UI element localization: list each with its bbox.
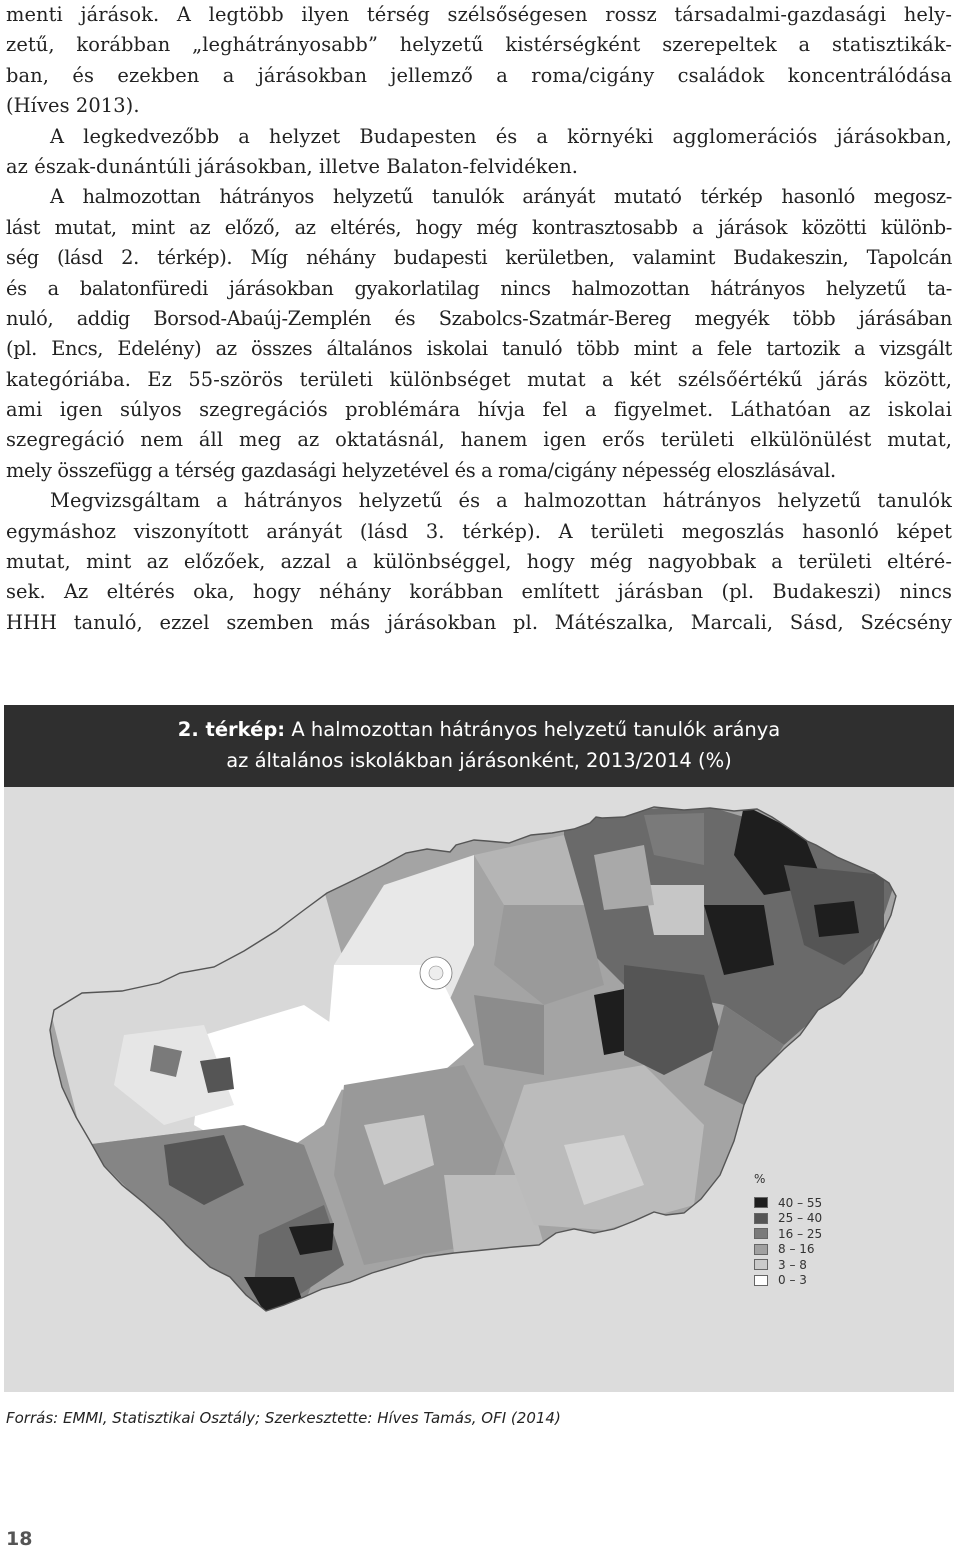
text-line: A legkedvezőbb a helyzet Budapesten és a környéki agglomerációs járásokban, (50, 124, 952, 148)
legend-item (754, 1257, 904, 1273)
legend-item (754, 1226, 904, 1242)
text-line: menti járások. A legtöbb ilyen térség szélsőségesen rossz társadalmi-gazdasági hely- (6, 3, 952, 26)
legend-label: 0 – 3 (778, 1273, 807, 1288)
map-region (474, 995, 544, 1075)
page-number: 18 (6, 1528, 33, 1550)
text-line: Megvizsgáltam a hátrányos helyzetű és a halmozottan hátrányos helyzetű tanulók (50, 489, 952, 513)
map-caption-line-2: az általános iskolákban járásonként, 2013/2014 (%) (226, 749, 732, 772)
map-caption-title: A halmozottan hátrányos helyzetű tanulók aránya (291, 718, 781, 741)
legend-swatch (754, 1228, 768, 1239)
legend-swatch (754, 1213, 768, 1224)
text-line: szegregáció nem áll meg az oktatásnál, hanem igen erős területi elkülönülést mutat, (6, 428, 952, 452)
legend-item (754, 1211, 904, 1227)
map-figure (4, 705, 954, 1392)
text-line: az észak-dunántúli járásokban, illetve Balaton-felvidéken. (6, 154, 579, 178)
body-text (6, 0, 952, 638)
legend-item (754, 1195, 904, 1211)
text-line: A halmozottan hátrányos helyzetű tanulók arányát mutató térkép hasonló megosz- (50, 185, 952, 209)
text-line: sek. Az eltérés oka, hogy néhány korábban említett járásban (pl. Budakeszi) nincs (6, 580, 952, 604)
legend-item (754, 1273, 904, 1289)
text-line: zetű, korábban „leghátrányosabb” helyzetű kistérségként szerepeltek a statisztikák- (6, 33, 952, 57)
legend-label: 8 – 16 (778, 1242, 815, 1257)
text-line: nuló, addig Borsod-Abaúj-Zemplén és Szabolcs-Szatmár-Bereg megyék több járásában (6, 306, 952, 330)
legend-swatch (754, 1197, 768, 1208)
text-line: ség (lásd 2. térkép). Míg néhány budapesti kerületben, valamint Budakeszin, Tapolcán (6, 246, 952, 270)
legend-swatch (754, 1259, 768, 1270)
legend-swatch (754, 1244, 768, 1255)
legend-label: 3 – 8 (778, 1257, 807, 1272)
map-legend (754, 1172, 904, 1288)
map-region (429, 966, 443, 980)
text-line: mely összefügg a térség gazdasági helyzetével és a roma/cigány népesség eloszlásával. (6, 458, 836, 482)
text-line: ban, és ezekben a járásokban jellemző a roma/cigány családok koncentrálódása (6, 63, 952, 87)
legend-swatch (754, 1275, 768, 1286)
map-source: Forrás: EMMI, Statisztikai Osztály; Szerkesztette: Híves Tamás, OFI (2014) (6, 1409, 561, 1427)
text-line: mutat, mint az előzőek, azzal a különbséggel, hogy még nagyobbak a területi eltéré- (6, 550, 952, 574)
text-line: egymáshoz viszonyított arányát (lásd 3. térkép). A területi megoszlás hasonló képet (6, 519, 952, 543)
legend-rows (754, 1195, 904, 1288)
legend-item (754, 1242, 904, 1258)
legend-title: % (754, 1172, 766, 1186)
text-line: lást mutat, mint az előző, az eltérés, hogy még kontrasztosabb a járások közötti különb- (6, 215, 952, 239)
hungary-choropleth-map (4, 705, 954, 1392)
legend-label: 40 – 55 (778, 1195, 823, 1210)
legend-label: 25 – 40 (778, 1211, 823, 1226)
map-caption-number: 2. térkép: (177, 718, 286, 741)
text-line: kategóriába. Ez 55-szörös területi különbséget mutat a két szélsőértékű járás között, (6, 367, 952, 391)
text-line: HHH tanuló, ezzel szemben más járásokban pl. Mátészalka, Marcali, Sásd, Szécsény (6, 610, 952, 634)
text-line: ami igen súlyos szegregációs problémára hívja fel a figyelmet. Láthatóan az iskolai (6, 398, 952, 422)
map-region (644, 885, 704, 935)
map-region (594, 845, 654, 910)
text-line: (pl. Encs, Edelény) az összes általános iskolai tanuló több mint a fele tartozik a vizsgált (6, 337, 952, 361)
legend-label: 16 – 25 (778, 1226, 823, 1241)
map-region (814, 901, 859, 937)
text-line: (Híves 2013). (6, 94, 140, 118)
text-line: és a balatonfüredi járásokban gyakorlatilag nincs halmozottan hátrányos helyzetű ta- (6, 276, 952, 300)
